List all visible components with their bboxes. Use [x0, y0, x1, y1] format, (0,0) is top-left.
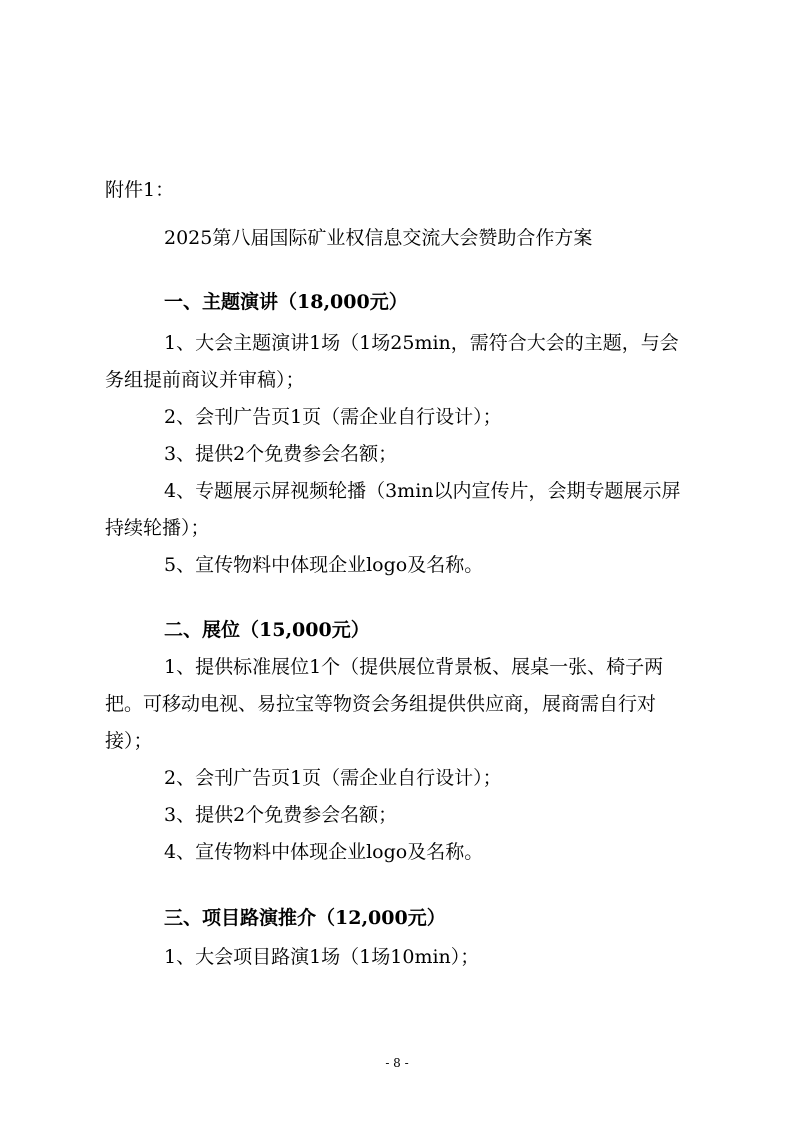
section-line: 4、宣传物料中体现企业logo及名称。 — [164, 841, 484, 863]
section-line: 4、专题展示屏视频轮播（3min以内宣传片，会期专题展示屏 — [164, 480, 681, 502]
section-line: 1、大会项目路演1场（1场10min）； — [164, 946, 480, 968]
section-line: 2、会刊广告页1页（需企业自行设计）； — [164, 406, 502, 428]
section-heading-booth: 二、展位（15,000元） — [164, 619, 370, 641]
section-line: 3、提供2个免费参会名额； — [164, 804, 398, 826]
section-line: 3、提供2个免费参会名额； — [164, 443, 398, 465]
document-title: 2025第八届国际矿业权信息交流大会赞助合作方案 — [164, 227, 593, 249]
section-line: 务组提前商议并审稿）； — [105, 369, 305, 391]
section-line: 接）； — [105, 730, 153, 752]
page-number: - 8 - — [385, 1056, 409, 1070]
section-line: 1、大会主题演讲1场（1场25min，需符合大会的主题，与会 — [164, 332, 679, 354]
section-line: 把。可移动电视、易拉宝等物资会务组提供供应商，展商需自行对 — [105, 693, 657, 715]
attachment-label: 附件1： — [105, 179, 175, 201]
section-line: 5、宣传物料中体现企业logo及名称。 — [164, 554, 484, 576]
section-line: 持续轮播）； — [105, 517, 210, 539]
section-line: 1、提供标准展位1个（提供展位背景板、展桌一张、椅子两 — [164, 656, 664, 678]
section-line: 2、会刊广告页1页（需企业自行设计）； — [164, 767, 502, 789]
section-heading-keynote: 一、主题演讲（18,000元） — [164, 291, 408, 313]
section-heading-roadshow: 三、项目路演推介（12,000元） — [164, 907, 446, 929]
